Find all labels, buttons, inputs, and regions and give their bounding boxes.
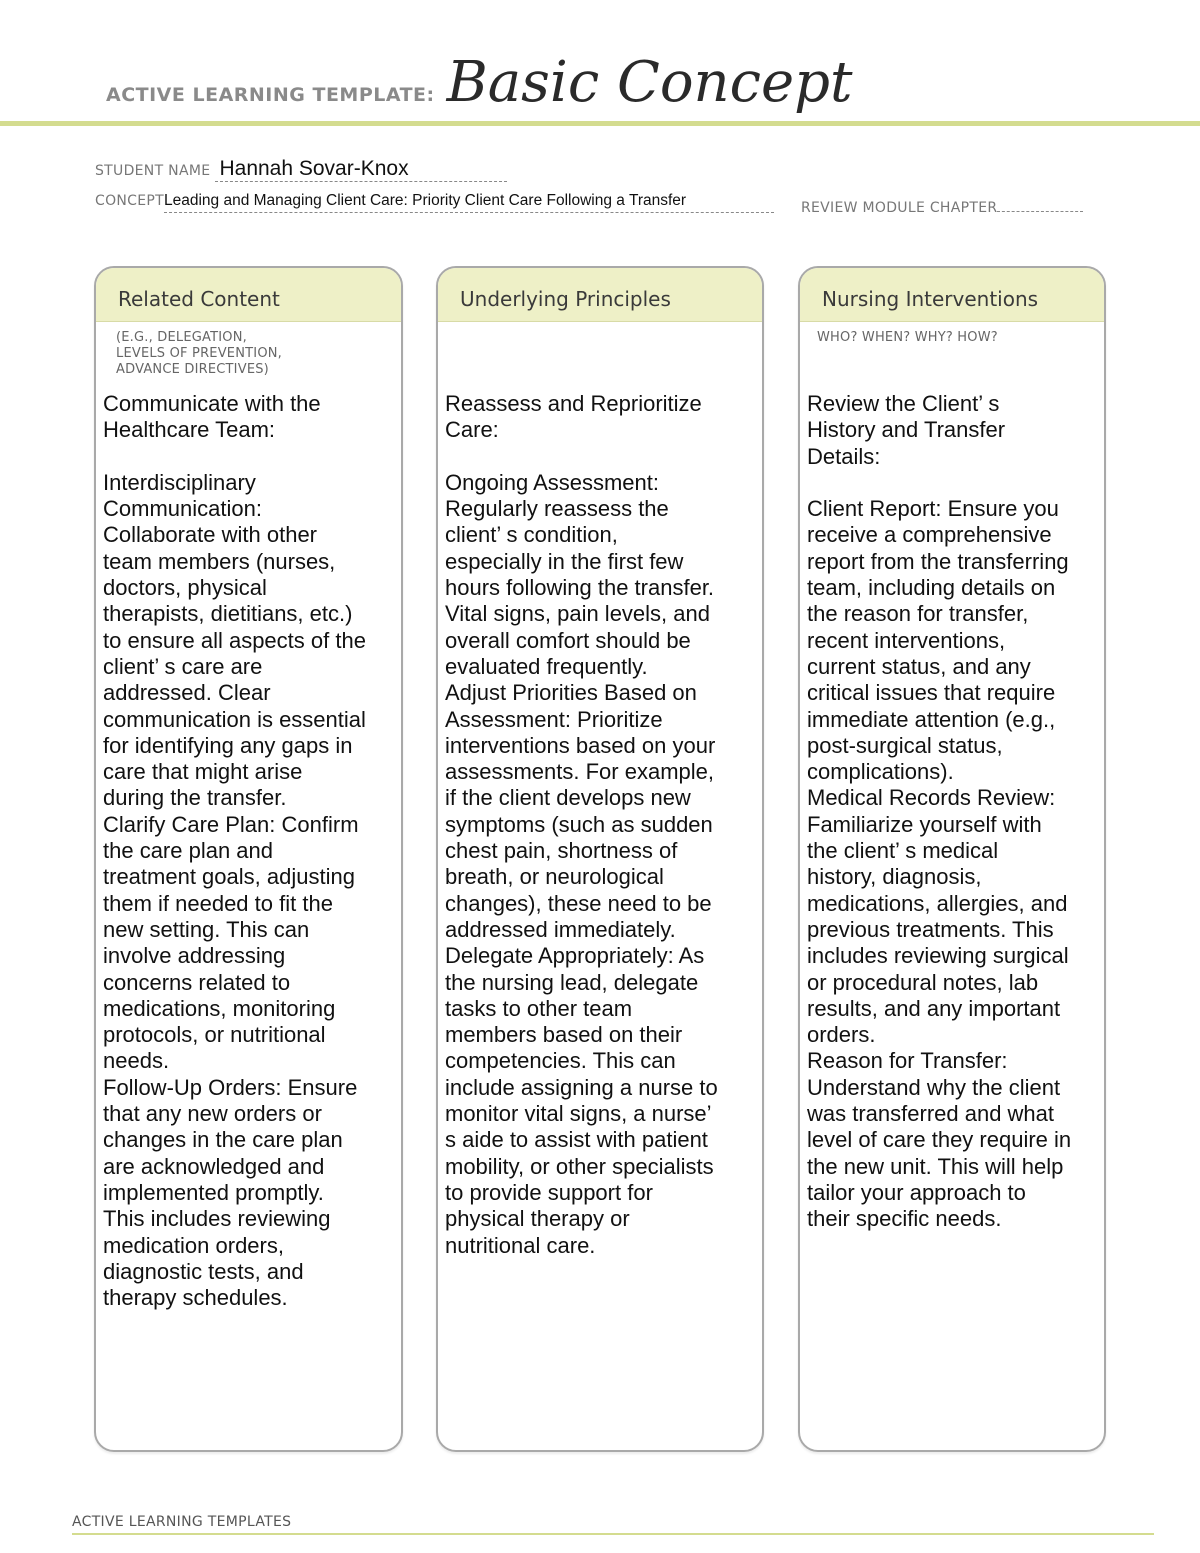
review-module-field[interactable]: [997, 199, 1083, 212]
footer-rule: [72, 1533, 1154, 1535]
panel-hint-nursing-interventions: WHO? WHEN? WHY? HOW?: [817, 330, 998, 345]
panel-title-nursing-interventions: Nursing Interventions: [800, 268, 1104, 322]
concept-field[interactable]: Leading and Managing Client Care: Priority Client Care Following a Transfer: [164, 192, 774, 213]
panel-body-related-content[interactable]: Communicate with the Healthcare Team: Interdisciplinary Communication: Collaborate with other team members (nurses, doctors, physical therapists, dietitians, etc.) to ensure all aspects of the client’ s care are addressed. Clear communication is essential for identifying any gaps in care that might arise during the transfer. Clarify Care Plan: Confirm the care plan and treatment goals, adjusting them if needed to fit the new setting. This can involve addressing concerns related to medications, monitoring protocols, or nutritional needs. Follow-Up Orders: Ensure that any new orders or changes in the care plan are acknowledged and implemented promptly. This includes reviewing medication orders, diagnostic tests, and therapy schedules.: [103, 391, 366, 1311]
panel-body-nursing-interventions[interactable]: Review the Client’ s History and Transfer Details: Client Report: Ensure you receive a comprehensive report from the transferring team, including details on the reason for transfer, recent interventions, current status, and any critical issues that require immediate attention (e.g., post-surgical status, complications). Medical Records Review: Familiarize yourself with the client’ s medical history, diagnosis, medications, allergies, and previous treatments. This includes reviewing surgical or procedural notes, lab results, and any important orders. Reason for Transfer: Understand why the client was transferred and what level of care they require in the new unit. This will help tailor your approach to their specific needs.: [807, 391, 1072, 1232]
template-name: Basic Concept: [446, 50, 853, 115]
template-label: ACTIVE LEARNING TEMPLATE:: [106, 84, 435, 106]
header-rule: [0, 121, 1200, 126]
review-module-row: [801, 197, 1083, 216]
panel-nursing-interventions: [798, 266, 1106, 1452]
panel-title-underlying-principles: Underlying Principles: [438, 268, 762, 322]
panel-title-related-content: Related Content: [96, 268, 401, 322]
concept-label: CONCEPT: [95, 193, 164, 209]
panel-hint-related-content: (E.G., DELEGATION, LEVELS OF PREVENTION, ADVANCE DIRECTIVES): [116, 330, 283, 377]
panel-underlying-principles: [436, 266, 764, 1452]
student-name-label: STUDENT NAME: [95, 163, 211, 179]
student-name-row: [95, 157, 507, 182]
review-module-label: REVIEW MODULE CHAPTER: [801, 200, 998, 216]
panel-related-content: [94, 266, 403, 1452]
footer-label: ACTIVE LEARNING TEMPLATES: [72, 1514, 292, 1530]
student-name-field[interactable]: Hannah Sovar-Knox: [215, 157, 507, 182]
template-title: [106, 50, 852, 115]
concept-row: [95, 190, 774, 213]
panel-body-underlying-principles[interactable]: Reassess and Reprioritize Care: Ongoing Assessment: Regularly reassess the client’ s condition, especially in the first few hours following the transfer. Vital signs, pain levels, and overall comfort should be evaluated frequently. Adjust Priorities Based on Assessment: Prioritize interventions based on your assessments. For example, if the client develops new symptoms (such as sudden chest pain, shortness of breath, or neurological changes), these need to be addressed immediately. Delegate Appropriately: As the nursing lead, delegate tasks to other team members based on their competencies. This can include assigning a nurse to monitor vital signs, a nurse’ s aide to assist with patient mobility, or other specialists to provide support for physical therapy or nutritional care.: [445, 391, 718, 1258]
